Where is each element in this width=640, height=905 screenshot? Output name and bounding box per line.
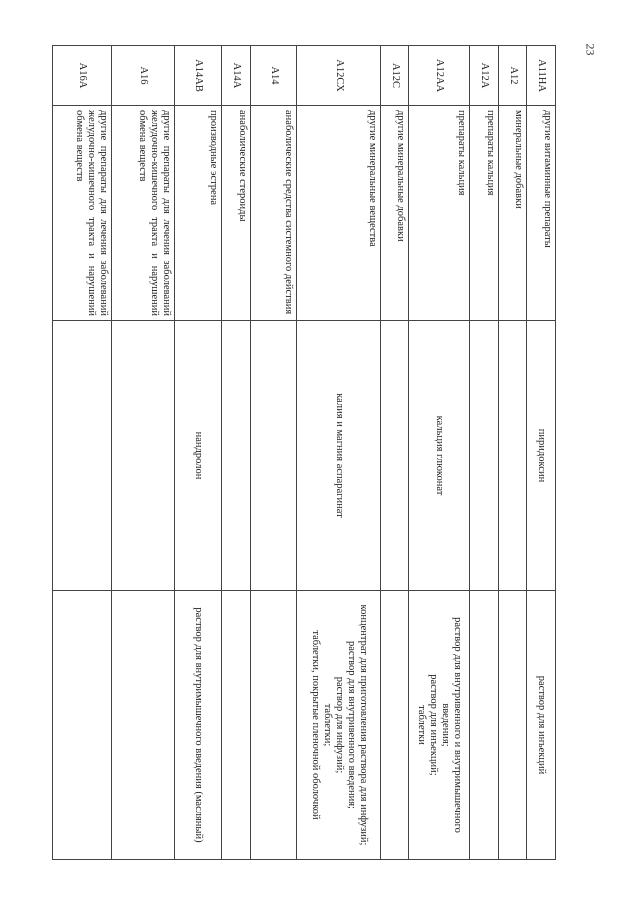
code-cell: А12А (470, 46, 499, 106)
rotated-table-container (52, 45, 556, 859)
code-cell: А12С (380, 46, 409, 106)
name-cell: анаболические средства системного действия (250, 106, 297, 321)
code-cell: А14 (250, 46, 297, 106)
form-cell (250, 591, 297, 860)
form-cell (470, 591, 499, 860)
code-cell: А11НА (527, 46, 556, 106)
name-cell: другие минеральные вещества (297, 106, 380, 321)
form-cell: концентрат для приготовления раствора для инфузий; раствор для внутривенного введения; раствор для инфузий; таблетки; таблетки, покрытые пленочной оболочкой (297, 591, 380, 860)
substance-cell (112, 321, 175, 591)
form-cell (112, 591, 175, 860)
name-cell: другие минеральные добавки (380, 106, 409, 321)
code-cell: А14А (222, 46, 251, 106)
substance-cell (470, 321, 499, 591)
name-cell: производные эстрена (175, 106, 222, 321)
substance-cell (222, 321, 251, 591)
form-cell (222, 591, 251, 860)
substance-cell: нандролон (175, 321, 222, 591)
substance-cell: кальция глюконат (409, 321, 470, 591)
form-cell (499, 591, 528, 860)
form-cell (380, 591, 409, 860)
table-row (175, 46, 222, 860)
name-cell: препараты кальция (470, 106, 499, 321)
substance-cell: калия и магния аспарагинат (297, 321, 380, 591)
table-row (499, 46, 528, 860)
table-row (409, 46, 470, 860)
name-cell: препараты кальция (409, 106, 470, 321)
table-row (297, 46, 380, 860)
table-row (53, 46, 112, 860)
substance-cell (53, 321, 112, 591)
code-cell: А14АВ (175, 46, 222, 106)
form-cell (53, 591, 112, 860)
code-cell: А16А (53, 46, 112, 106)
table-row (470, 46, 499, 860)
form-cell: раствор для внутривенного и внутримышечного введения; раствор для инъекций; таблетки (409, 591, 470, 860)
name-cell: другие препараты для лечения заболеваний желудочно-кишечного тракта и нарушений обмена веществ (53, 106, 112, 321)
name-cell: другие препараты для лечения заболеваний желудочно-кишечного тракта и нарушений обмена веществ (112, 106, 175, 321)
code-cell: А12АА (409, 46, 470, 106)
name-cell: другие витаминные препараты (527, 106, 556, 321)
name-cell: анаболические стероиды (222, 106, 251, 321)
table-wrapper (52, 45, 556, 859)
code-cell: А12СХ (297, 46, 380, 106)
code-cell: А16 (112, 46, 175, 106)
table-row (527, 46, 556, 860)
drug-table (52, 45, 556, 860)
code-cell: А12 (499, 46, 528, 106)
table-row (222, 46, 251, 860)
table-row (380, 46, 409, 860)
substance-cell (250, 321, 297, 591)
substance-cell (499, 321, 528, 591)
table-row (250, 46, 297, 860)
table-row (112, 46, 175, 860)
page-number: 23 (583, 43, 598, 56)
substance-cell: пиридоксин (527, 321, 556, 591)
name-cell: минеральные добавки (499, 106, 528, 321)
form-cell: раствор для инъекций (527, 591, 556, 860)
substance-cell (380, 321, 409, 591)
form-cell: раствор для внутримышечного введения (масляный) (175, 591, 222, 860)
